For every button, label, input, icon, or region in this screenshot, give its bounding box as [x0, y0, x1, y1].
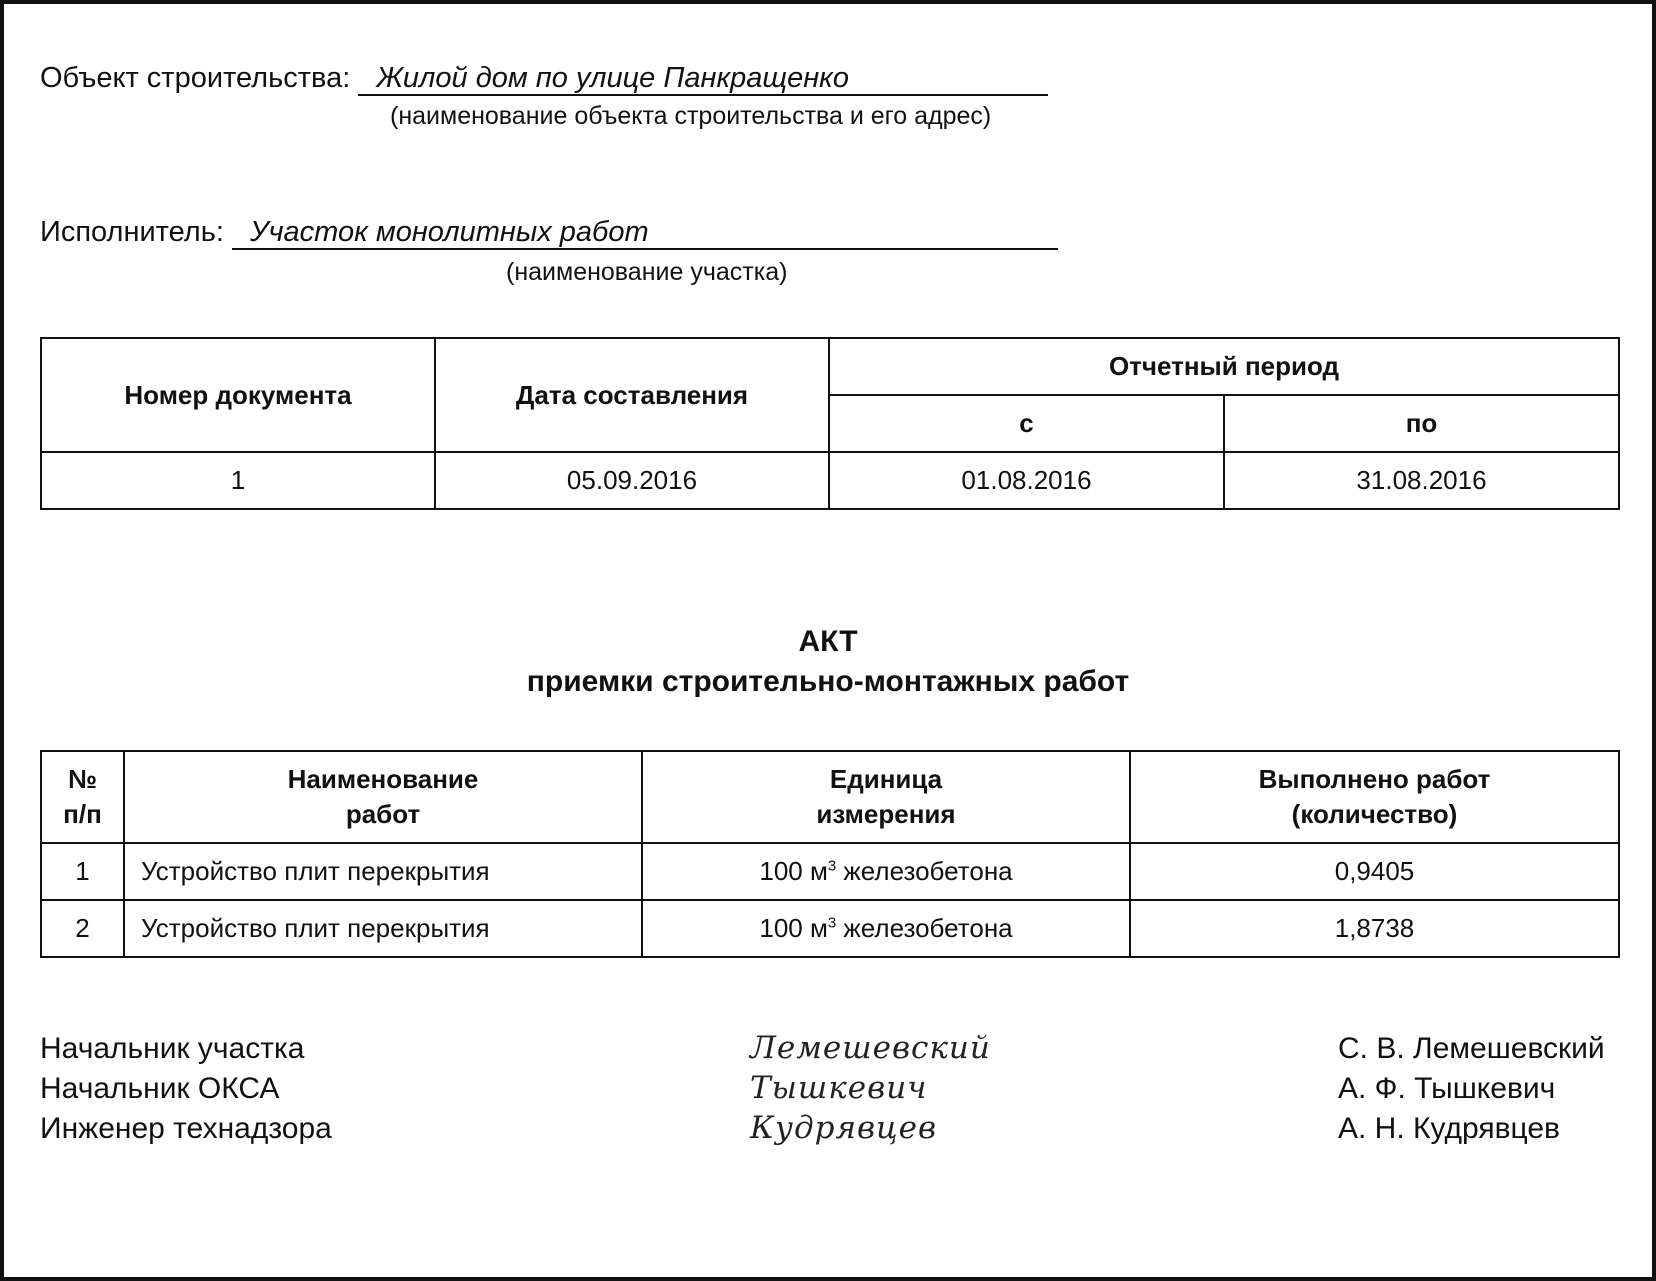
- header-work-name-line1: Наименование: [287, 764, 479, 794]
- handwritten-signature: Тышкевич: [750, 1070, 928, 1106]
- cell-date: 05.09.2016: [435, 452, 829, 509]
- unit-prefix: 100 м: [759, 856, 828, 886]
- table-row: [41, 452, 1619, 509]
- cell-quantity: 0,9405: [1130, 843, 1619, 900]
- cell-quantity: 1,8738: [1130, 900, 1619, 957]
- header-num-line1: №: [68, 764, 97, 794]
- signer-name: С. В. Лемешевский: [1338, 1032, 1605, 1065]
- cell-unit: [642, 900, 1130, 957]
- object-label: Объект строительства:: [40, 62, 351, 94]
- signature-row: [40, 1032, 1620, 1072]
- cell-work-name: Устройство плит перекрытия: [124, 843, 642, 900]
- unit-superscript: 3: [827, 914, 837, 932]
- unit-suffix: железобетона: [836, 856, 1013, 886]
- signer-name: А. Ф. Тышкевич: [1338, 1072, 1556, 1105]
- signer-name: А. Н. Кудрявцев: [1338, 1112, 1560, 1145]
- act-subtitle: приемки строительно-монтажных работ: [526, 665, 1130, 698]
- unit-prefix: 100 м: [759, 913, 828, 943]
- header-done-line2: (количество): [1291, 799, 1458, 829]
- header-num-line2: п/п: [63, 799, 102, 829]
- header-done: [1130, 751, 1619, 843]
- signer-position: Начальник ОКСА: [40, 1072, 280, 1105]
- cell-num: 1: [41, 843, 124, 900]
- header-period-from: с: [829, 395, 1224, 452]
- act-title: АКТ: [798, 625, 858, 658]
- cell-unit: [642, 843, 1130, 900]
- header-period-to: по: [1224, 395, 1619, 452]
- unit-suffix: железобетона: [836, 913, 1013, 943]
- object-hint: (наименование объекта строительства и его адрес): [390, 102, 992, 130]
- header-unit-line1: Единица: [829, 764, 943, 794]
- header-work-name-line2: работ: [345, 799, 421, 829]
- handwritten-signature: Лемешевский: [750, 1030, 991, 1066]
- executor-hint: (наименование участка): [506, 258, 788, 286]
- executor-label: Исполнитель:: [40, 216, 224, 248]
- table-row: [41, 900, 1619, 957]
- object-field: [40, 62, 1048, 96]
- cell-num: 2: [41, 900, 124, 957]
- header-unit: [642, 751, 1130, 843]
- works-table: [40, 750, 1620, 958]
- cell-doc-number: 1: [41, 452, 435, 509]
- header-unit-line2: измерения: [816, 799, 956, 829]
- object-value: Жилой дом по улице Панкращенко: [358, 62, 1048, 96]
- header-doc-number: Номер документа: [41, 338, 435, 452]
- signature-row: [40, 1112, 1620, 1152]
- header-work-name: [124, 751, 642, 843]
- cell-period-from: 01.08.2016: [829, 452, 1224, 509]
- table-row: [41, 843, 1619, 900]
- signature-row: [40, 1072, 1620, 1112]
- header-num: [41, 751, 124, 843]
- header-date: Дата составления: [435, 338, 829, 452]
- handwritten-signature: Кудрявцев: [750, 1110, 938, 1146]
- header-period: Отчетный период: [829, 338, 1619, 395]
- unit-superscript: 3: [827, 857, 837, 875]
- executor-value: Участок монолитных работ: [232, 216, 1058, 250]
- executor-field: [40, 216, 1058, 250]
- cell-work-name: Устройство плит перекрытия: [124, 900, 642, 957]
- document-info-table: [40, 337, 1620, 510]
- signer-position: Начальник участка: [40, 1032, 305, 1065]
- signer-position: Инженер технадзора: [40, 1112, 332, 1145]
- header-done-line1: Выполнено работ: [1258, 764, 1491, 794]
- cell-period-to: 31.08.2016: [1224, 452, 1619, 509]
